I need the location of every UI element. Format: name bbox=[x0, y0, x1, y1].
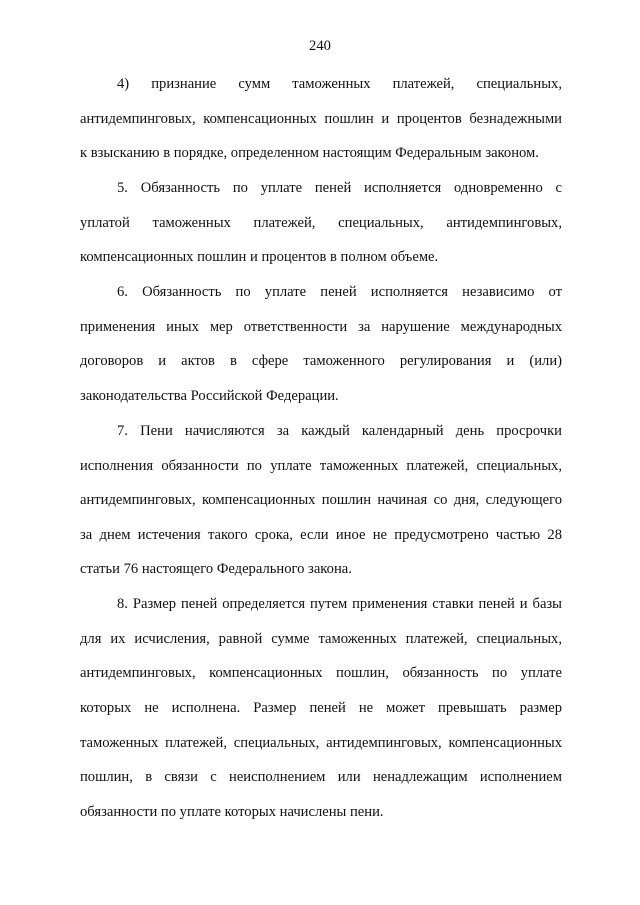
paragraph-1-line-1: 4) признание сумм таможенных платежей, специальных, bbox=[117, 76, 562, 92]
paragraph-5-line-7: обязанности по уплате которых начислены пени. bbox=[80, 804, 384, 820]
paragraph-5-line-2: для их исчисления, равной сумме таможенных платежей, специальных, bbox=[80, 631, 562, 647]
paragraph-3-line-2: применения иных мер ответственности за нарушение международных bbox=[80, 319, 562, 335]
paragraph-5-line-3: антидемпинговых, компенсационных пошлин, обязанность по уплате bbox=[80, 665, 562, 681]
paragraph-5-line-5: таможенных платежей, специальных, антидемпинговых, компенсационных bbox=[80, 735, 562, 751]
paragraph-5-line-1: 8. Размер пеней определяется путем применения ставки пеней и базы bbox=[117, 596, 562, 612]
paragraph-5-line-4: которых не исполнена. Размер пеней не может превышать размер bbox=[80, 700, 562, 716]
paragraph-4-line-5: статьи 76 настоящего Федерального закона. bbox=[80, 561, 352, 577]
paragraph-1-line-2: антидемпинговых, компенсационных пошлин и процентов безнадежными bbox=[80, 111, 562, 127]
paragraph-2-line-1: 5. Обязанность по уплате пеней исполняется одновременно с bbox=[117, 180, 562, 196]
paragraph-2-line-2: уплатой таможенных платежей, специальных, антидемпинговых, bbox=[80, 215, 562, 231]
paragraph-3-line-4: законодательства Российской Федерации. bbox=[80, 388, 339, 404]
paragraph-2-line-3: компенсационных пошлин и процентов в полном объеме. bbox=[80, 249, 439, 265]
paragraph-4-line-4: за днем истечения такого срока, если иное не предусмотрено частью 28 bbox=[80, 527, 562, 543]
page-number: 240 bbox=[309, 38, 331, 54]
paragraph-1-line-3: к взысканию в порядке, определенном настоящим Федеральным законом. bbox=[80, 145, 539, 161]
paragraph-4-line-3: антидемпинговых, компенсационных пошлин начиная со дня, следующего bbox=[80, 492, 562, 508]
paragraph-5-line-6: пошлин, в связи с неисполнением или ненадлежащим исполнением bbox=[80, 769, 562, 785]
paragraph-3-line-1: 6. Обязанность по уплате пеней исполняется независимо от bbox=[117, 284, 562, 300]
paragraph-4-line-1: 7. Пени начисляются за каждый календарный день просрочки bbox=[117, 423, 562, 439]
paragraph-4-line-2: исполнения обязанности по уплате таможенных платежей, специальных, bbox=[80, 458, 562, 474]
paragraph-3-line-3: договоров и актов в сфере таможенного регулирования и (или) bbox=[80, 353, 562, 369]
